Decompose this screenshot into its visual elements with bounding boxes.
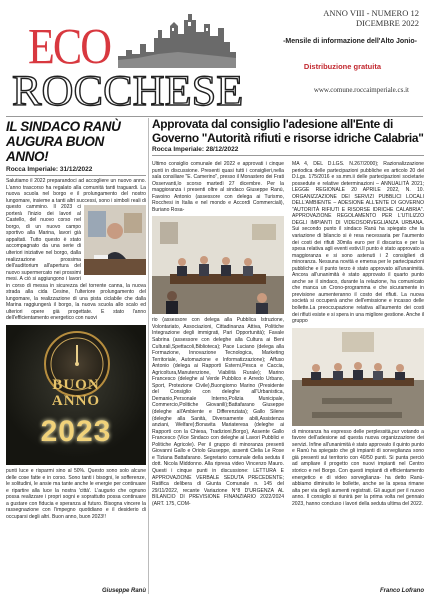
left-dateline: Rocca Imperiale: 31/12/2022 <box>6 166 146 176</box>
image-text-anno: ANNO <box>51 393 101 410</box>
right-column-1 <box>152 161 284 594</box>
image-text-buon: BUON <box>52 377 100 394</box>
town-skyline-icon <box>118 8 236 70</box>
left-article <box>6 118 146 594</box>
left-body-tail <box>6 468 146 520</box>
issue-number: ANNO VIII - NUMERO 12 <box>323 8 419 18</box>
right-col1-text-b: rio (assessore con delega alla Pubblica Istruzione, Volontariato, Associazioni, Cittadinanza Attiva, Politiche Integrazione degli immigrati, Pari Opportunità); Favale Sabrina (assessore con deleghe alla Cultura ai Beni Culturali,Spettacoli,Biblioteca); Pace Luciano (delega alla Formazione, Innovazione Tecnologica, Marketing Territoriale, Automazione e Informatizzazione); Affuso Antonio (delega ai Rapporti Esterni,Pesca e Caccia, Agricoltura,Manutenzione, Viabilità Rurale); Marino Francesco (deleghe al Verde Pubblico e Arredo Urbano, Sport, Protezione Civile),Buongiorno Marino (Presidente del Consiglio con deleghe all'Urbanistica, Demanio,Personale Interno,Polizia Municipale, Commercio,Politiche Giovanili);Battafarano Giuseppe (deleghe all'Ambiente e Differenziata); Gallo Silene (deleghe alla Sanità, Diversamente abili,Assistenza anziani, Welfare);Bonavita Mariateresa (deleghe ai Rapporti con la Chiesa, Tradizioni,Borgo), Assente Gallo Francesco (Vice Sindaco con deleghe ai Lavori Pubblici e Politiche Agricole). Per il gruppo di minoranza presenti Giovanni Gallo e Oriolo Giuseppe, assenti Clelia Le Rose e Tiziana Battafarano. Segretario comunale della seduta il dott. Nicola Middonno. Alla ripresa video Vincenzo Mauro. Questi i cinque punti in discussione: LETTURA E APPROVAZIONE VERBALE SEDUTA PRECEDENTE; Ratifica delibera di Giunta Comunale n. 145 del 29/11/2022, recante Variazione N°8 D'URGENZA AL BILANCIO DI PREVISIONE FINANZIARIO 2022/2024 (ART. 175, COM- <box>152 317 284 507</box>
left-headline: IL SINDACO RANÙ AUGURA BUON ANNO! <box>6 119 121 164</box>
left-body <box>6 178 146 322</box>
logo <box>8 6 244 118</box>
column-divider <box>148 118 149 594</box>
masthead <box>8 6 421 119</box>
right-col1-text-a: Ultimo consiglio comunale del 2022 e approvati i cinque punti in discussione. Presenti quasi tutti i consiglieri,nella sala consiliare "E. Camerino", presso il Monastero dei Frati Osservanti,lo scorso martedì 27 dicembre. Per la maggioranza i presenti oltre al sindaco Giuseppe Ranù, Favoino Antonio (assessore con delega ai Turismo, Rocchesi in Italia e nel mondo e Accordi Commerciali), Buriano Rosa- <box>152 161 284 213</box>
masthead-subtitle: -Mensile di informazione dell'Alto Jonio- <box>283 38 417 45</box>
mayor-photo-image <box>84 205 146 275</box>
issue-date: DICEMBRE 2022 <box>355 18 419 28</box>
distribution-note: Distribuzione gratuita <box>303 62 381 71</box>
council-photo-1 <box>152 216 284 314</box>
left-body-4: punti luce e risparmi sino al 50%. Questo sono solo alcune delle cose fatte e in corso. Sono tanti i bisogni, le sofferenze, le solitudini, le ansie ma tante anche le energie per continuare e ripartire alla luce la nostra 'città'. L'augurio che ognuno possa realizzare i propri sogni e soprattutto possa continuare a gustare con fiducia e speranza al futuro. Bisogna vincere la rassegnazione con l'impegno quotidiano e il desiderio di occuparsi degli altri. Buon anno, buon 2023!! <box>6 468 146 520</box>
left-body-2: cammino. Il 2023 ci porterà l'inizio dei lavori al Castello, del nuovo corso nel borgo, di un nuovo campo sportivo alla Marina, lavori già appaltati. Tutto questo è stato accompagnato da una serie di ulteriori iniziative nel <box>6 204 81 257</box>
right-columns <box>152 161 424 594</box>
left-body-1: Salutiamo il 2022 preparandoci ad accogliere un nuovo anno. L'anno trascorso ha regalato alla comunità tanti traguardi. La nuova scuola nel borgo e il prolungamento del nostro lungomare, insieme a tanti altri successi, sono i simboli reali di questo <box>6 178 146 211</box>
right-dateline: Rocca Imperiale: 28/12/2022 <box>152 146 424 156</box>
right-signature: Franco Lofrano <box>379 588 424 594</box>
council-meeting-image <box>152 216 284 314</box>
left-body-3: borgo, dalla realizzazione prossima dell'auditorium all'apertura del nuovo supermercato nei prossimi mesi. A ciò si aggiungono i lavori in corso di messa in sicurezza del torrente canna, la nuova strada alla cida Cesine, l'ulteriore prolungamento del lungomare, la realizzazione di una pista ciclabile che dalla Marina raggiungerà il borgo, la nuova scuola allo scalo ed ulteriori opere già progettate. E stato l'anno dell'efficientamento energetico con nuovi <box>6 250 146 322</box>
mayor-photo <box>84 205 146 275</box>
council-room-image <box>292 328 424 426</box>
image-text-year: 2023 <box>40 415 112 449</box>
right-col2-text-b: di minoranza ha espresso delle perplessità,pur votando a favore dell'adesione ad questa nuova organizzazione dei servizi. Infine all'unanimità è stato approvato il quinto punto e Ranù ha spiegato che gli impianti di sorveglianza sono già presenti sul territorio con 40/50 punti. Si punta perciò ad ampliare il progetto con nuovi impianti nel Centro storico e nel Borgo. Con questi impianti di efficientamento energetico e di video sorveglianza- ha detto Ranù-abbiamo diminuito le bollette, anche se la spesa rimane alta per via degli aumenti registrati. Gli auguri per il nuovo anno. Il consiglio si riunirà per la prima volta nel gennaio 2023, hanno concluso i lavori della seduta ultima del 2022. <box>292 428 424 507</box>
council-photo-2 <box>292 328 424 426</box>
logo-rocchese: ROCCHESE <box>12 68 244 115</box>
right-column-2 <box>292 161 424 594</box>
right-col2-text-a: MA 4, DEL D.LGS. N.267/2000); Razionalizzazione periodica delle partecipazioni pubbliche ex articolo 20 del D.Lgs. 175/2016 e ss.mm.ii delle partecipazioni societarie possedute e relative determinazioni – ANNUALITÀ 2021; LEGGE REGIONALE 20 APRILE 2022, N. 10. ORGANIZZAZIONE DEI SERVIZI PUBBLICI LOCALI DELL'AMBIENTE – ADESIONE ALL'ENTE DI GOVERNO "AUTORITÀ RIFIUTI E RISORSE IDRICHE CALABRIA". APPROVAZIONE REGOLAMENTO PER L'UTILIZZO DEGLI IMPIANTI DI VIDEOSORVEGLIANZA URBANA. Sui secondo punto il sindaco Ranù ha spiegato che la variazione di bilancio si è resa necessaria per l'aumento dei costi dei rifiuti 30mila euro per il discarica e per la spesa relativa agli eventi estivi.Il punto è stato approvato a maggioranza e si sono astenuti i 2 consiglieri di minoranza. Nessuna novità e emersa per le partecipazioni pubbliche e il punto terzo è stato approvato all'unanimità. Ancora all'unanimità è stato approvato il quarto punto anche se il sindaco, durante la relazione, ha comunicato che manca un Crono-programma e che sicuramente in previsione aumenteranno il costo dei rifiuti. La nuova società si occuperà anche dell'emissione e incasso delle bollette.La preoccupazione relativa all'aumento dei costi dei rifiuti esiste e si spera in una migliore gestione. Anche il gruppo <box>292 161 424 325</box>
website-link[interactable]: www.comune.roccaimperiale.cs.it <box>313 86 409 94</box>
left-signature: Giuseppe Ranù <box>101 588 146 594</box>
right-article <box>152 118 424 594</box>
new-year-image <box>6 325 146 465</box>
logo-eco: ECO <box>28 18 110 75</box>
right-headline: Approvata dal consiglio l'adesione all'Ente di Governo "Autorità rifiuti e risorse idriche Calabria" <box>152 117 424 145</box>
issue-info <box>239 8 419 28</box>
